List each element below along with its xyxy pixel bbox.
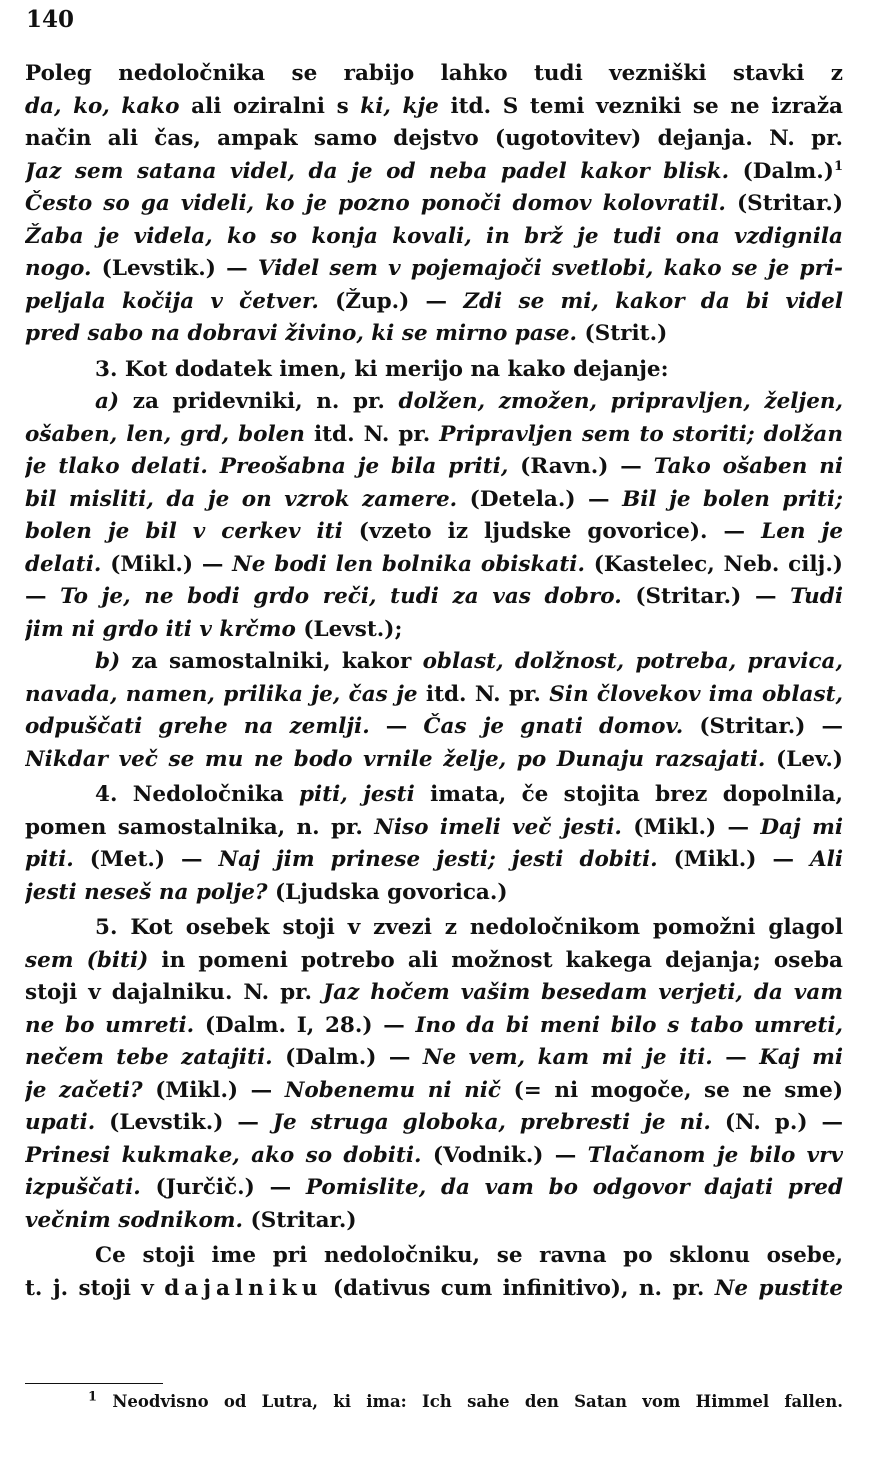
text-line <box>25 779 843 812</box>
footnote-rule <box>25 1383 163 1384</box>
text-run: (Dalm. I, 28.) — <box>194 1012 416 1038</box>
text-line <box>25 286 843 319</box>
text-run: (Levstik.) — <box>91 256 258 281</box>
text-line <box>25 711 843 744</box>
text-line <box>25 812 843 845</box>
text-run: (Dalm.) <box>729 158 834 184</box>
text-run: (Žup.) — <box>318 288 464 314</box>
italic-text: b) <box>95 649 121 674</box>
text-line <box>25 549 843 582</box>
text-line <box>25 679 843 712</box>
italic-text: večnim sodnikom. <box>25 1207 244 1233</box>
text-run: (Ljudska govorica.) <box>267 879 508 905</box>
italic-text: Zdi se mi, kakor da bi videl <box>463 288 843 314</box>
text-line <box>25 877 843 910</box>
italic-text: Nobenemu ni nič <box>284 1077 502 1103</box>
text-run: (Vodnik.) — <box>421 1142 588 1168</box>
italic-text: piti, jesti <box>299 782 415 807</box>
italic-text: Ne bodi len bolnika obiskati. <box>232 551 585 577</box>
text-line <box>25 451 843 484</box>
text-line <box>25 1042 843 1075</box>
italic-text: Len je <box>761 519 843 544</box>
italic-text: da, ko, kako <box>25 93 180 119</box>
text-line <box>25 1107 843 1140</box>
text-run: (Mikl.) — <box>142 1077 285 1103</box>
italic-text: Ali <box>809 847 843 872</box>
text-line <box>25 1240 843 1273</box>
text-line <box>25 354 843 387</box>
text-line <box>25 1273 843 1306</box>
text-run: (Stritar.) — <box>683 714 843 739</box>
text-line <box>25 977 843 1010</box>
text-run: — <box>369 714 424 739</box>
text-run: itd. N. pr. <box>417 681 550 707</box>
text-line <box>25 1172 843 1205</box>
text-run: stoji v dajalniku. N. pr. <box>25 980 323 1005</box>
text-run: 5. Kot osebek stoji v zvezi z nedoločnikom pomožni glagol <box>95 915 843 940</box>
text-run: (Lev.) <box>765 746 843 772</box>
footnote <box>88 1388 843 1416</box>
text-line <box>25 386 843 419</box>
text-line <box>25 156 843 189</box>
italic-text: bolen je bil v cerkev iti <box>25 519 343 544</box>
italic-text: dolžen, zmožen, pripravljen, željen, <box>398 389 843 414</box>
italic-text: Ino da bi meni bilo s tabo umreti, <box>415 1012 843 1038</box>
italic-text: To je, ne bodi grdo reči, tudi za vas dobro. <box>60 584 622 609</box>
italic-text: Bil je bolen priti; <box>622 486 843 512</box>
text-run: (Mikl.) — <box>101 551 233 577</box>
italic-text: Pripravljen sem to storiti; dolžan <box>439 421 843 447</box>
text-run: način ali čas, ampak samo dejstvo (ugotovitev) dejanja. N. pr. <box>25 126 843 151</box>
text-run: za pridevniki, n. pr. <box>119 389 399 414</box>
text-line <box>25 945 843 978</box>
italic-text: Tlačanom je bilo vrv <box>587 1142 843 1168</box>
text-line <box>25 1010 843 1043</box>
text-line <box>25 912 843 945</box>
italic-text: sem (biti) <box>25 947 149 973</box>
text-line <box>25 646 843 679</box>
italic-text: Ne pustite <box>714 1275 843 1301</box>
text-run: za samostalniki, kakor <box>120 649 423 674</box>
text-run: (Ravn.) — <box>508 454 654 479</box>
italic-text: odpuščati grehe na zemlji. <box>25 714 370 739</box>
text-run: (Detela.) — <box>457 486 623 512</box>
italic-text: Je struga globoka, prebresti je ni. <box>272 1110 711 1135</box>
text-run: (Dalm.) — <box>272 1045 423 1070</box>
text-run: (Stritar.) — <box>621 584 791 609</box>
italic-text: jesti neseš na polje? <box>25 879 268 905</box>
italic-text: Žaba je videla, ko so konja kovali, in brž je tudi ona vzdignila <box>25 223 843 249</box>
italic-text: je začeti? <box>25 1077 143 1103</box>
text-run: ali oziralni s <box>179 93 361 119</box>
italic-text: ne bo umreti. <box>25 1012 195 1038</box>
text-line <box>25 253 843 286</box>
italic-text: navada, namen, prilika je, čas je <box>25 681 418 707</box>
text-run: (Jurčič.) — <box>140 1175 306 1200</box>
italic-text: bil misliti, da je on vzrok zamere. <box>25 486 458 512</box>
text-line <box>25 221 843 254</box>
italic-text: Jaz hočem vašim besedam verjeti, da vam <box>323 980 843 1005</box>
italic-text: Čas je gnati domov. <box>423 714 684 739</box>
spaced-text: dajalniku <box>164 1275 323 1301</box>
text-run: (dativus cum infinitivo), n. pr. <box>322 1275 715 1301</box>
text-line <box>25 91 843 124</box>
text-run: (vzeto iz ljudske govorice). — <box>342 519 762 544</box>
text-line <box>25 419 843 452</box>
text-run: (= ni mogoče, se ne sme) <box>501 1077 843 1103</box>
text-line <box>25 844 843 877</box>
text-run: 3. Kot dodatek imen, ki merijo na kako dejanje: <box>95 356 669 382</box>
italic-text: Često so ga videli, ko je pozno ponoči domov kolovratil. <box>25 191 726 216</box>
text-run: (Levst.); <box>295 616 403 642</box>
italic-text: je tlako delati. Preošabna je bila priti, <box>25 454 509 479</box>
italic-text: ki, kje <box>360 93 439 119</box>
italic-text: a) <box>95 389 120 414</box>
italic-text: nečem tebe zatajiti. <box>25 1045 273 1070</box>
text-run: (Strit.) <box>577 321 668 346</box>
text-run: (Kastelec, Neb. cilj.) <box>584 551 843 577</box>
text-run: (Met.) — <box>73 847 219 872</box>
italic-text: Jaz sem satana videl, da je od neba padel kakor blisk. <box>25 158 730 184</box>
text-run: imata, če stojita brez dopolnila, <box>414 782 843 807</box>
page-number: 140 <box>26 6 75 33</box>
italic-text: oblast, dolžnost, potreba, pravica, <box>422 649 843 674</box>
text-run: t. j. stoji v <box>25 1275 165 1301</box>
text-run: (Levstik.) — <box>95 1110 273 1135</box>
text-line <box>25 1205 843 1238</box>
italic-text: Tako ošaben ni <box>653 454 843 479</box>
text-line <box>25 123 843 156</box>
text-run: Poleg nedoločnika se rabijo lahko tudi vezniški stavki z <box>25 61 843 86</box>
italic-text: Nikdar več se mu ne bodo vrnile želje, po Dunaju razsajati. <box>25 746 766 772</box>
text-line <box>25 614 843 647</box>
italic-text: izpuščati. <box>25 1175 141 1200</box>
text-line <box>25 516 843 549</box>
italic-text: peljala kočija v četver. <box>25 288 319 314</box>
text-run: itd. S temi vezniki se ne izraža <box>438 93 843 119</box>
page-body <box>25 58 843 1305</box>
italic-text: Naj jim prinese jesti; jesti dobiti. <box>218 847 658 872</box>
italic-text: Videl sem v pojemajoči svetlobi, kako se je pri- <box>257 256 843 281</box>
text-line <box>25 484 843 517</box>
text-run: (Mikl.) — <box>621 814 761 840</box>
italic-text: pred sabo na dobravi živino, ki se mirno pase. <box>25 321 578 346</box>
italic-text: Tudi <box>790 584 843 609</box>
text-run: Ce stoji ime pri nedoločniku, se ravna po sklonu osebe, <box>95 1243 843 1268</box>
italic-text: upati. <box>25 1110 96 1135</box>
text-run: — <box>712 1045 760 1070</box>
text-line <box>25 318 843 351</box>
italic-text: Pomislite, da vam bo odgovor dajati pred <box>305 1175 843 1200</box>
italic-text: Daj mi <box>760 814 843 840</box>
text-run: 4. Nedoločnika <box>95 782 299 807</box>
text-line <box>25 1140 843 1173</box>
text-run: (Stritar.) <box>243 1207 357 1233</box>
text-run: itd. N. pr. <box>304 421 440 447</box>
text-run: (N. p.) — <box>710 1110 843 1135</box>
italic-text: Niso imeli več jesti. <box>374 814 622 840</box>
text-line <box>25 188 843 221</box>
text-line <box>25 581 843 614</box>
italic-text: Prinesi kukmake, ako so dobiti. <box>25 1142 422 1168</box>
text-run: in pomeni potrebo ali možnost kakega dejanja; oseba <box>148 947 843 973</box>
text-run: (Stritar.) <box>725 191 843 216</box>
footnote-marker: 1 <box>88 1389 98 1405</box>
text-run: pomen samostalnika, n. pr. <box>25 814 375 840</box>
italic-text: nogo. <box>25 256 92 281</box>
text-line <box>25 1075 843 1108</box>
italic-text: ošaben, len, grd, bolen <box>25 421 305 447</box>
text-line <box>25 58 843 91</box>
italic-text: delati. <box>25 551 102 577</box>
italic-text: Sin človekov ima oblast, <box>549 681 843 707</box>
text-line <box>25 744 843 777</box>
text-run: — <box>25 584 61 609</box>
text-run: (Mikl.) — <box>657 847 810 872</box>
italic-text: jim ni grdo iti v krčmo <box>25 616 296 642</box>
footnote-ref: 1 <box>833 158 843 174</box>
italic-text: Kaj mi <box>759 1045 843 1070</box>
footnote-text: Neodvisno od Lutra, ki ima: Ich sahe den Satan vom Himmel fallen. <box>112 1392 843 1411</box>
italic-text: piti. <box>25 847 74 872</box>
italic-text: Ne vem, kam mi je iti. <box>422 1045 713 1070</box>
